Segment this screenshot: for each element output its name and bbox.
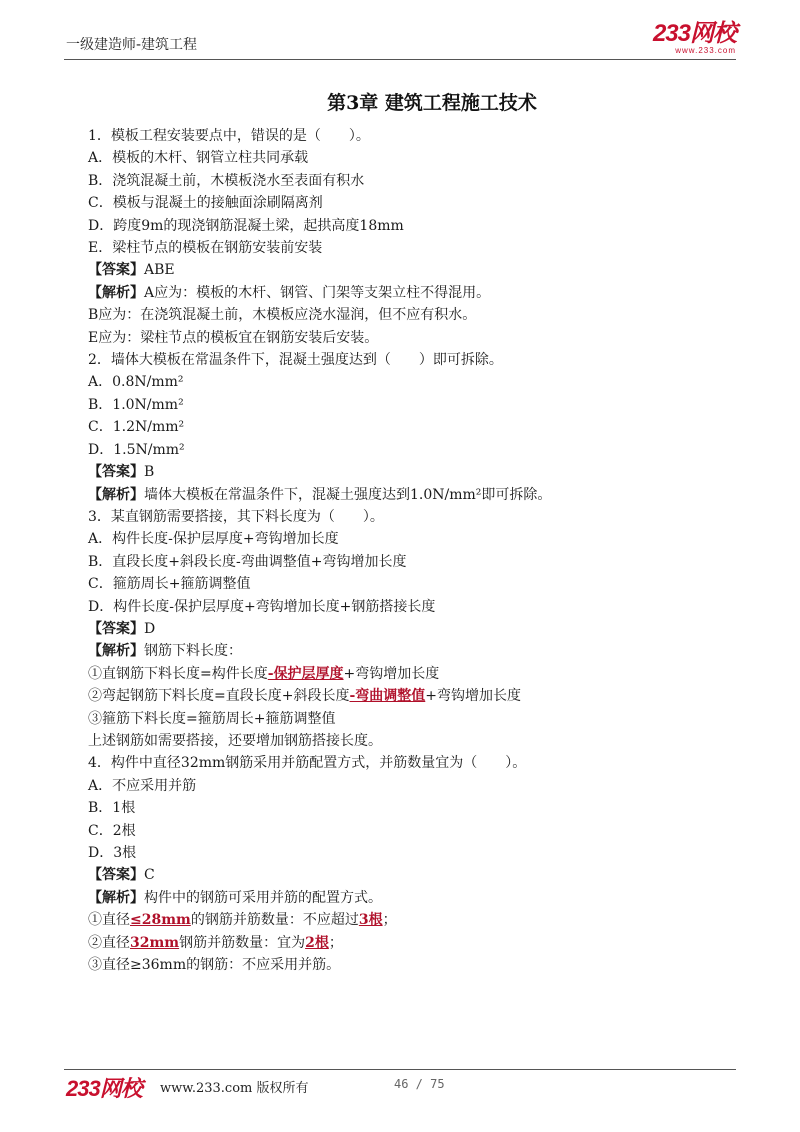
q4-stem: 4．构件中直径32mm钢筋采用并筋配置方式，并筋数量宜为（ ）。: [88, 755, 527, 772]
q2-option-a: A．0.8N/mm²: [88, 374, 184, 391]
analysis-text: 墙体大模板在常温条件下，混凝土强度达到1.0N/mm²即可拆除。: [144, 486, 552, 503]
q3-option-d: D．构件长度-保护层厚度+弯钩增加长度+钢筋搭接长度: [88, 598, 436, 615]
answer-tag: 【答案】: [88, 464, 144, 481]
q4-analysis-line-3: ③直径≥36mm的钢筋：不应采用并筋。: [88, 957, 341, 974]
chapter-title: 第3章 建筑工程施工技术: [327, 92, 537, 114]
q3-option-a: A．构件长度-保护层厚度+弯钩增加长度: [88, 531, 339, 548]
q4-answer: [88, 864, 736, 886]
answer-value: D: [144, 620, 156, 637]
text-segment: ②弯起钢筋下料长度=直段长度+斜段长度: [88, 688, 350, 705]
brand-logo[interactable]: [653, 22, 736, 55]
highlight-text: 3根: [358, 912, 383, 929]
q4-option-a: A．不应采用并筋: [88, 777, 197, 794]
highlight-text: 32mm: [130, 934, 180, 951]
document-body: [88, 88, 736, 976]
text-segment: +弯钩增加长度: [425, 688, 522, 705]
q1-option-b: B．浇筑混凝土前，木模板浇水至表面有积水: [88, 172, 365, 189]
q4-analysis: [88, 887, 736, 909]
text-segment: ；: [328, 934, 343, 951]
header-title: 一级建造师-建筑工程: [66, 37, 198, 53]
analysis-tag: 【解析】: [88, 643, 144, 660]
analysis-tag: 【解析】: [88, 284, 144, 301]
q1-analysis-e: E应为：梁柱节点的模板宜在钢筋安装后安装。: [88, 329, 379, 346]
q3-option-b: B．直段长度+斜段长度-弯曲调整值+弯钩增加长度: [88, 553, 407, 570]
q3-stem: 3．某直钢筋需要搭接，其下料长度为（ ）。: [88, 508, 384, 525]
answer-tag: 【答案】: [88, 262, 144, 279]
highlight-text: 2根: [305, 934, 329, 951]
analysis-text: 构件中的钢筋可采用并筋的配置方式。: [144, 889, 382, 906]
text-segment: 钢筋并筋数量：宜为: [179, 934, 306, 951]
analysis-tag: 【解析】: [88, 486, 144, 503]
text-segment: +弯钩增加长度: [343, 665, 440, 682]
q4-option-d: D．3根: [88, 845, 137, 861]
q3-analysis-line-1: [88, 663, 736, 685]
page-header: [64, 22, 736, 58]
answer-tag: 【答案】: [88, 620, 144, 637]
logo-url: www.233.com: [675, 46, 736, 55]
highlight-text: -保护层厚度: [267, 665, 344, 682]
footer-divider: [64, 1069, 736, 1070]
q2-option-b: B．1.0N/mm²: [88, 396, 184, 413]
q4-option-c: C．2根: [88, 822, 136, 839]
q4-option-b: B．1根: [88, 800, 136, 817]
logo-text: 233网校: [652, 20, 736, 47]
q2-stem: 2．墙体大模板在常温条件下，混凝土强度达到（ ）即可拆除。: [88, 352, 503, 369]
q2-option-c: C．1.2N/mm²: [88, 419, 185, 436]
q1-option-a: A．模板的木杆、钢管立柱共同承载: [88, 150, 309, 167]
q1-analysis: [88, 282, 736, 304]
q3-analysis-line-2: [88, 685, 736, 707]
text-segment: ①直钢筋下料长度=构件长度: [88, 665, 268, 682]
q1-analysis-b: B应为：在浇筑混凝土前，木模板应浇水湿润，但不应有积水。: [88, 307, 477, 324]
q1-option-c: C．模板与混凝土的接触面涂刷隔离剂: [88, 195, 323, 212]
q3-analysis-line-3: ③箍筋下料长度=箍筋周长+箍筋调整值: [88, 710, 336, 727]
page-footer: [64, 1072, 736, 1102]
q1-answer: [88, 259, 736, 281]
q2-option-d: D．1.5N/mm²: [88, 441, 185, 458]
q4-analysis-line-1: [88, 909, 736, 931]
answer-tag: 【答案】: [88, 867, 144, 884]
q3-option-c: C．箍筋周长+箍筋调整值: [88, 576, 251, 593]
q3-analysis: [88, 640, 736, 662]
footer-logo[interactable]: 233网校: [66, 1076, 142, 1101]
q1-stem: 1．模板工程安装要点中，错误的是（ ）。: [88, 128, 370, 144]
text-segment: ①直径: [88, 912, 130, 929]
q2-answer: [88, 461, 736, 483]
text-segment: 的钢筋并筋数量：不应超过: [190, 912, 359, 929]
text-segment: ；: [382, 912, 397, 929]
q1-option-e: E．梁柱节点的模板在钢筋安装前安装: [88, 240, 323, 257]
q3-analysis-line-4: 上述钢筋如需要搭接，还要增加钢筋搭接长度。: [88, 732, 382, 749]
highlight-text: ≤28mm: [130, 912, 191, 929]
highlight-text: -弯曲调整值: [349, 688, 426, 705]
analysis-text: A应为：模板的木杆、钢管、门架等支架立柱不得混用。: [144, 284, 491, 301]
answer-value: ABE: [144, 262, 175, 279]
q2-analysis: [88, 484, 736, 506]
analysis-text: 钢筋下料长度：: [144, 643, 242, 660]
footer-copyright: www.233.com 版权所有: [160, 1081, 309, 1096]
q3-answer: [88, 618, 736, 640]
header-divider: [64, 59, 736, 60]
text-segment: ②直径: [88, 934, 130, 951]
analysis-tag: 【解析】: [88, 889, 144, 906]
answer-value: B: [144, 464, 155, 481]
q4-analysis-line-2: [88, 932, 736, 954]
answer-value: C: [144, 867, 155, 884]
page-number: 46 / 75: [394, 1077, 445, 1091]
q1-option-d: D．跨度9m的现浇钢筋混凝土梁，起拱高度18mm: [88, 217, 404, 234]
